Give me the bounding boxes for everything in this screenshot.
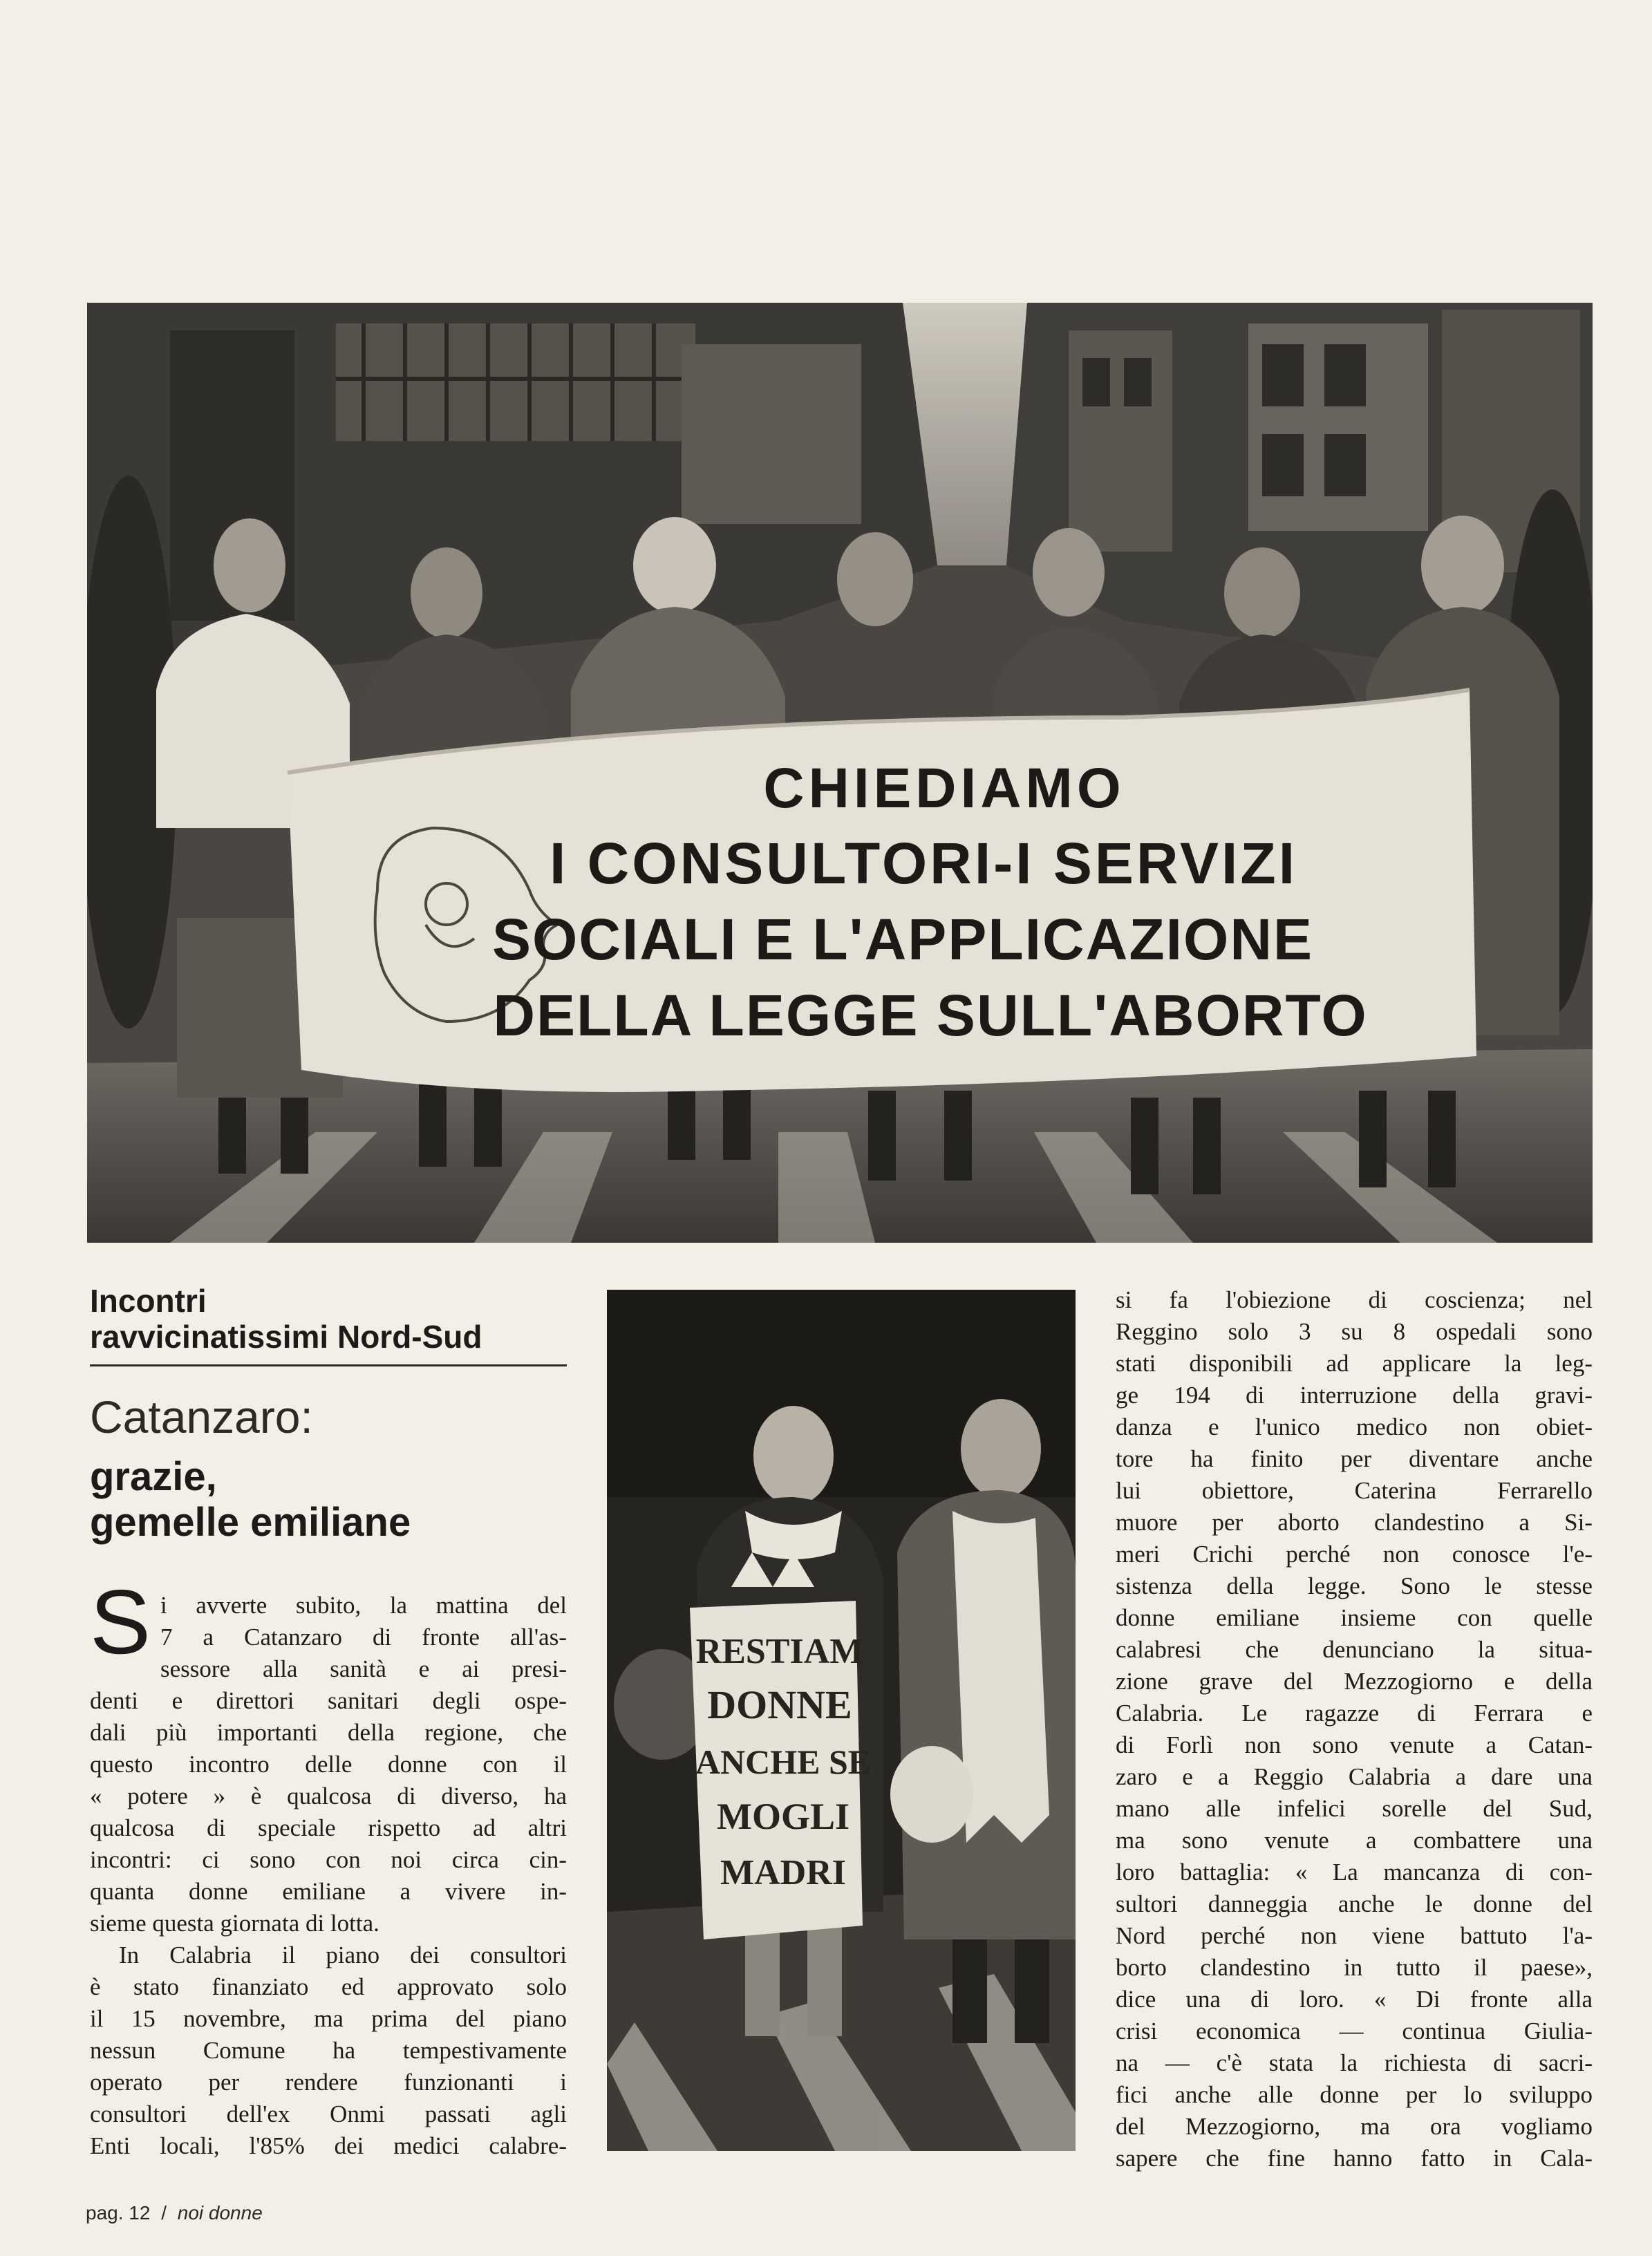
banner-line-2: I CONSULTORI-I SERVIZI bbox=[549, 831, 1298, 896]
text-line: sessore alla sanità e ai presi- bbox=[160, 1655, 567, 1682]
text-line: è stato finanziato ed approvato solo bbox=[90, 1973, 567, 2000]
text-line: meri Crichi perché non conosce l'e- bbox=[1116, 1541, 1593, 1568]
text-line: dali più importanti della regione, che bbox=[90, 1719, 567, 1746]
text-line: incontri: ci sono con noi circa cin- bbox=[90, 1846, 567, 1873]
article-kicker bbox=[90, 1283, 567, 1366]
text-line: quanta donne emiliane a vivere in- bbox=[90, 1878, 567, 1905]
text-line: ge 194 di interruzione della gravi- bbox=[1116, 1382, 1593, 1409]
article-column-left bbox=[90, 1590, 567, 2162]
text-line: sultori danneggia anche le donne del bbox=[1116, 1890, 1593, 1917]
text-line: i avverte subito, la mattina del bbox=[160, 1592, 567, 1619]
text-line: crisi economica — continua Giulia- bbox=[1116, 2018, 1593, 2044]
text-line: dice una di loro. « Di fronte alla bbox=[1116, 1986, 1593, 2013]
text-line: si fa l'obiezione di coscienza; nel bbox=[1116, 1286, 1593, 1313]
kicker-line: ravvicinatissimi Nord-Sud bbox=[90, 1319, 482, 1355]
article-column-right bbox=[1116, 1284, 1593, 2174]
sign-line-5: MADRI bbox=[720, 1853, 846, 1892]
text-line: di Forlì non sono venute a Catan- bbox=[1116, 1731, 1593, 1758]
text-line: qualcosa di speciale rispetto ad altri bbox=[90, 1814, 567, 1841]
title-line: grazie, bbox=[90, 1454, 217, 1499]
text-line: na — c'è stata la richiesta di sacri- bbox=[1116, 2049, 1593, 2076]
text-line: zione grave del Mezzogiorno e della bbox=[1116, 1668, 1593, 1695]
text-line: fici anche alle donne per lo sviluppo bbox=[1116, 2081, 1593, 2108]
text-line: sapere che fine hanno fatto in Cala- bbox=[1116, 2145, 1593, 2172]
kicker-line: Incontri bbox=[90, 1283, 207, 1319]
banner-line-4: DELLA LEGGE SULL'ABORTO bbox=[493, 983, 1368, 1048]
text-line: « potere » è qualcosa di diverso, ha bbox=[90, 1783, 567, 1810]
text-line: donne emiliane insieme con quelle bbox=[1116, 1604, 1593, 1631]
text-line: questo incontro delle donne con il bbox=[90, 1751, 567, 1778]
text-line: Calabria. Le ragazze di Ferrara e bbox=[1116, 1700, 1593, 1727]
text-line: operato per rendere funzionanti i bbox=[90, 2069, 567, 2096]
folio-separator: / bbox=[161, 2202, 167, 2224]
text-line: zaro e a Reggio Calabria a dare una bbox=[1116, 1763, 1593, 1790]
sign-line-1: RESTIAM bbox=[695, 1632, 864, 1671]
text-line: muore per aborto clandestino a Si- bbox=[1116, 1509, 1593, 1536]
banner-line-3: SOCIALI E L'APPLICAZIONE bbox=[491, 907, 1314, 972]
text-line: sistenza della legge. Sono le stesse bbox=[1116, 1572, 1593, 1599]
text-line: il 15 novembre, ma prima del piano bbox=[90, 2005, 567, 2032]
text-line: nessun Comune ha tempestivamente bbox=[90, 2037, 567, 2064]
text-line: Enti locali, l'85% dei medici calabre- bbox=[90, 2132, 567, 2159]
text-line: denti e direttori sanitari degli ospe- bbox=[90, 1687, 567, 1714]
banner-line-1: CHIEDIAMO bbox=[763, 757, 1125, 820]
text-line: del Mezzogiorno, ma ora vogliamo bbox=[1116, 2113, 1593, 2140]
text-line: Nord perché non viene battuto l'a- bbox=[1116, 1922, 1593, 1949]
text-line: sieme questa giornata di lotta. bbox=[90, 1910, 379, 1937]
text-line: In Calabria il piano dei consultori bbox=[119, 1942, 567, 1968]
text-line: lui obiettore, Caterina Ferrarello bbox=[1116, 1477, 1593, 1504]
two-women-photo bbox=[607, 1290, 1076, 2151]
magazine-name: noi donne bbox=[177, 2202, 263, 2224]
text-line: tore ha finito per diventare anche bbox=[1116, 1445, 1593, 1472]
sign-line-2: DONNE bbox=[707, 1682, 852, 1727]
text-line: loro battaglia: « La mancanza di con- bbox=[1116, 1859, 1593, 1886]
headline-place: Catanzaro: bbox=[90, 1391, 313, 1442]
text-line: borto clandestino in tutto il paese», bbox=[1116, 1954, 1593, 1981]
text-line: danza e l'unico medico non obiet- bbox=[1116, 1413, 1593, 1440]
text-line: Reggino solo 3 su 8 ospedali sono bbox=[1116, 1318, 1593, 1345]
demonstration-photo bbox=[87, 303, 1593, 1243]
sign-line-4: MOGLI bbox=[716, 1796, 850, 1837]
text-line: calabresi che denunciano la situa- bbox=[1116, 1636, 1593, 1663]
drop-cap: S bbox=[90, 1571, 151, 1673]
sign-line-3: ANCHE SE bbox=[695, 1742, 872, 1781]
page-folio bbox=[86, 2202, 263, 2224]
page-number: pag. 12 bbox=[86, 2202, 151, 2224]
text-line: mano alle infelici sorelle del Sud, bbox=[1116, 1795, 1593, 1822]
text-line: 7 a Catanzaro di fronte all'as- bbox=[160, 1624, 567, 1651]
article-title bbox=[90, 1454, 567, 1545]
text-line: consultori dell'ex Onmi passati agli bbox=[90, 2100, 567, 2127]
title-line: gemelle emiliane bbox=[90, 1500, 411, 1545]
text-line: stati disponibili ad applicare la leg- bbox=[1116, 1350, 1593, 1377]
text-line: ma sono venute a combattere una bbox=[1116, 1827, 1593, 1854]
